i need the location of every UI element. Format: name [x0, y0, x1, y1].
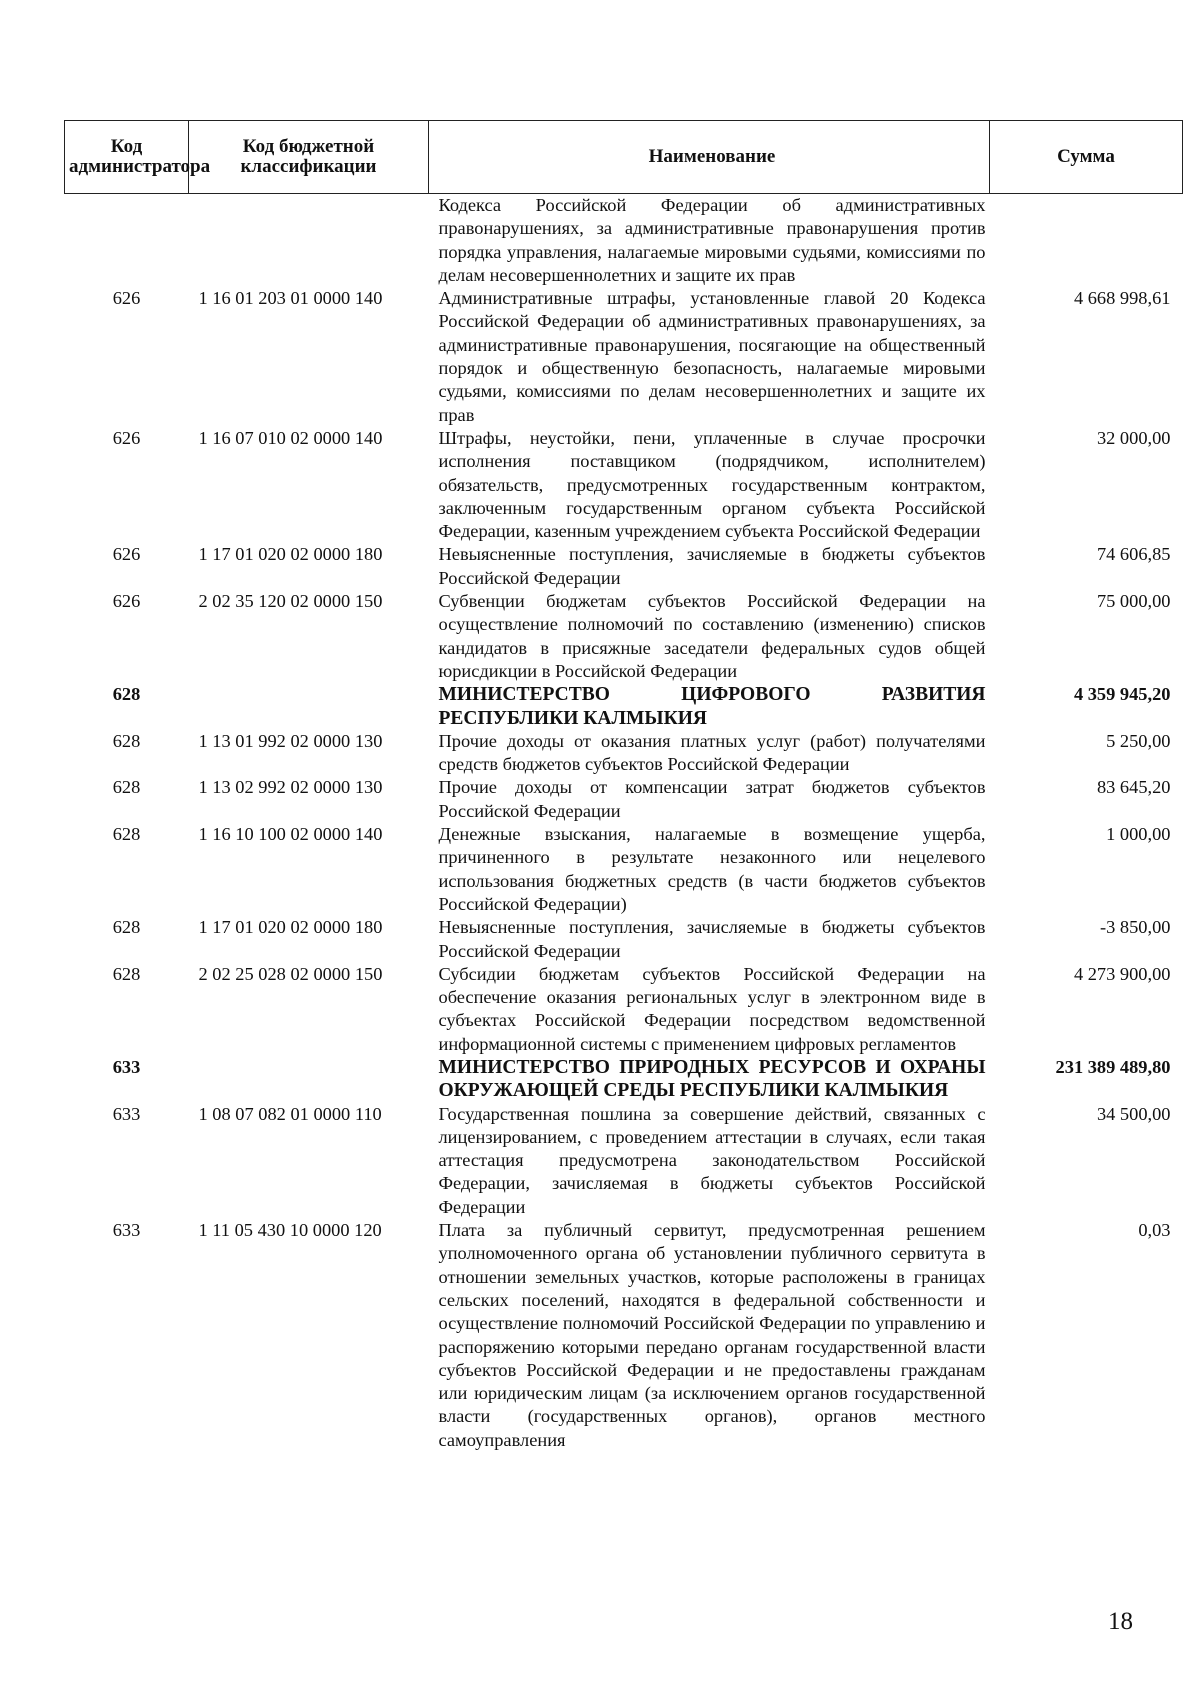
name-cell: Субсидии бюджетам субъектов Российской Федерации на обеспечение оказания региональных услуг в электронном виде в субъектах Российской Федерации посредством ведомственной информационной системы с применением цифровых регламентов [438, 963, 986, 1054]
name-cell: Прочие доходы от оказания платных услуг (работ) получателями средств бюджетов субъектов Российской Федерации [438, 730, 986, 775]
budget-code-cell: 2 02 35 120 02 0000 150 [198, 591, 383, 612]
admin-code-cell: 633 [112, 1056, 141, 1077]
budget-code-cell: 1 11 05 430 10 0000 120 [198, 1220, 382, 1241]
table-row [65, 590, 1183, 683]
sum-cell: 75 000,00 [1096, 591, 1171, 612]
name-cell: Невыясненные поступления, зачисляемые в бюджеты субъектов Российской Федерации [438, 544, 986, 588]
admin-code-cell [65, 194, 189, 288]
name-cell: Административные штрафы, установленные главой 20 Кодекса Российской Федерации об административных правонарушениях, за административные правонарушения, посягающие на общественный порядок и общественную безопасность, налагаемые мировыми судьями, комиссиями по делам несовершеннолетних и защите их прав [438, 288, 986, 425]
table-row [65, 683, 1183, 730]
admin-code-cell: 628 [112, 963, 141, 984]
budget-code-cell [189, 194, 429, 288]
sum-cell [990, 194, 1183, 288]
admin-code-cell: 628 [112, 777, 141, 798]
table-row [65, 1103, 1183, 1219]
sum-cell: -3 850,00 [1100, 917, 1171, 938]
name-cell: Прочие доходы от компенсации затрат бюджетов субъектов Российской Федерации [438, 777, 986, 821]
admin-code-cell: 628 [112, 824, 141, 845]
sum-cell: 5 250,00 [1106, 730, 1171, 751]
table-row [65, 194, 1183, 288]
table-body [65, 194, 1183, 1453]
admin-code-cell: 628 [112, 730, 141, 751]
budget-code-cell: 1 13 01 992 02 0000 130 [198, 730, 383, 751]
name-cell: Штрафы, неустойки, пени, уплаченные в случае просрочки исполнения поставщиком (подрядчиком, исполнителем) обязательств, предусмотренных государственным контрактом, заключенным государственным органом субъекта Российской Федерации, казенным учреждением субъекта Российской Федерации [438, 427, 986, 542]
name-cell: МИНИСТЕРСТВО ЦИФРОВОГО РАЗВИТИЯ РЕСПУБЛИКИ КАЛМЫКИЯ [438, 684, 986, 729]
sum-cell: 1 000,00 [1106, 824, 1171, 845]
budget-code-cell: 1 13 02 992 02 0000 130 [198, 777, 383, 798]
budget-code-cell [189, 683, 429, 730]
admin-code-cell: 626 [112, 288, 141, 309]
sum-cell: 231 389 489,80 [1055, 1056, 1171, 1077]
table-row [65, 730, 1183, 777]
table-row [65, 427, 1183, 543]
table-row [65, 1219, 1183, 1452]
table-row [65, 963, 1183, 1056]
admin-code-cell: 633 [112, 1220, 141, 1241]
table-row [65, 823, 1183, 916]
admin-code-cell: 628 [112, 917, 141, 938]
admin-code-cell: 626 [112, 591, 141, 612]
sum-cell: 34 500,00 [1096, 1103, 1171, 1124]
admin-code-cell: 633 [112, 1103, 141, 1124]
budget-code-cell: 1 08 07 082 01 0000 110 [198, 1103, 382, 1124]
budget-code-cell: 1 17 01 020 02 0000 180 [198, 917, 383, 938]
name-cell: Государственная пошлина за совершение действий, связанных с лицензированием, с проведением аттестации в случаях, если такая аттестация предусмотрена законодательством Российской Федерации, зачисляемая в бюджеты субъектов Российской Федерации [438, 1103, 986, 1217]
admin-code-cell: 628 [112, 684, 141, 705]
sum-cell: 74 606,85 [1096, 544, 1171, 565]
name-cell: Денежные взыскания, налагаемые в возмещение ущерба, причиненного в результате незаконного или нецелевого использования бюджетных средств (в части бюджетов субъектов Российской Федерации) [438, 824, 986, 914]
budget-code-cell: 1 17 01 020 02 0000 180 [198, 544, 383, 565]
name-cell: Кодекса Российской Федерации об административных правонарушениях, за административные правонарушения против порядка управления, налагаемые мировыми судьями, комиссиями по делам несовершеннолетних и защите их прав [438, 195, 986, 285]
budget-table [64, 120, 1183, 1452]
sum-cell: 32 000,00 [1096, 427, 1171, 448]
table-row [65, 287, 1183, 427]
budget-code-cell: 1 16 07 010 02 0000 140 [198, 427, 383, 448]
admin-code-cell: 626 [112, 544, 141, 565]
sum-cell: 0,03 [1138, 1220, 1171, 1241]
table-header-row [65, 121, 1183, 194]
table-row [65, 776, 1183, 823]
name-cell: Плата за публичный сервитут, предусмотренная решением уполномоченного органа об установлении публичного сервитута в отношении земельных участков, которые расположены в границах сельских поселений, находятся в федеральной собственности и осуществление полномочий Российской Федерации по управлению и распоряжению которыми передано органам государственной власти субъектов Российской Федерации и не предоставлены гражданам или юридическим лицам (за исключением органов государственной власти (государственных органов), органов местного самоуправления [438, 1220, 986, 1450]
header-admin-code: Код администратора [65, 121, 189, 194]
name-cell: Невыясненные поступления, зачисляемые в бюджеты субъектов Российской Федерации [438, 917, 986, 961]
sum-cell: 83 645,20 [1096, 777, 1171, 798]
budget-code-cell: 2 02 25 028 02 0000 150 [198, 963, 383, 984]
header-name: Наименование [429, 121, 990, 194]
sum-cell: 4 359 945,20 [1073, 684, 1171, 705]
table-row [65, 916, 1183, 963]
name-cell: МИНИСТЕРСТВО ПРИРОДНЫХ РЕСУРСОВ И ОХРАНЫ ОКРУЖАЮЩЕЙ СРЕДЫ РЕСПУБЛИКИ КАЛМЫКИЯ [438, 1056, 986, 1102]
budget-code-cell: 1 16 01 203 01 0000 140 [198, 288, 383, 309]
table-row [65, 543, 1183, 590]
admin-code-cell: 626 [112, 427, 141, 448]
name-cell: Субвенции бюджетам субъектов Российской Федерации на осуществление полномочий по составлению (изменению) списков кандидатов в присяжные заседатели федеральных судов общей юрисдикции в Российской Федерации [438, 591, 986, 681]
header-budget-code: Код бюджетной классификации [189, 121, 429, 194]
sum-cell: 4 668 998,61 [1073, 288, 1171, 309]
page-number: 18 [1108, 1608, 1133, 1635]
budget-code-cell: 1 16 10 100 02 0000 140 [198, 824, 383, 845]
table-row [65, 1056, 1183, 1103]
sum-cell: 4 273 900,00 [1073, 963, 1171, 984]
budget-code-cell [189, 1056, 429, 1103]
header-sum: Сумма [990, 121, 1183, 194]
